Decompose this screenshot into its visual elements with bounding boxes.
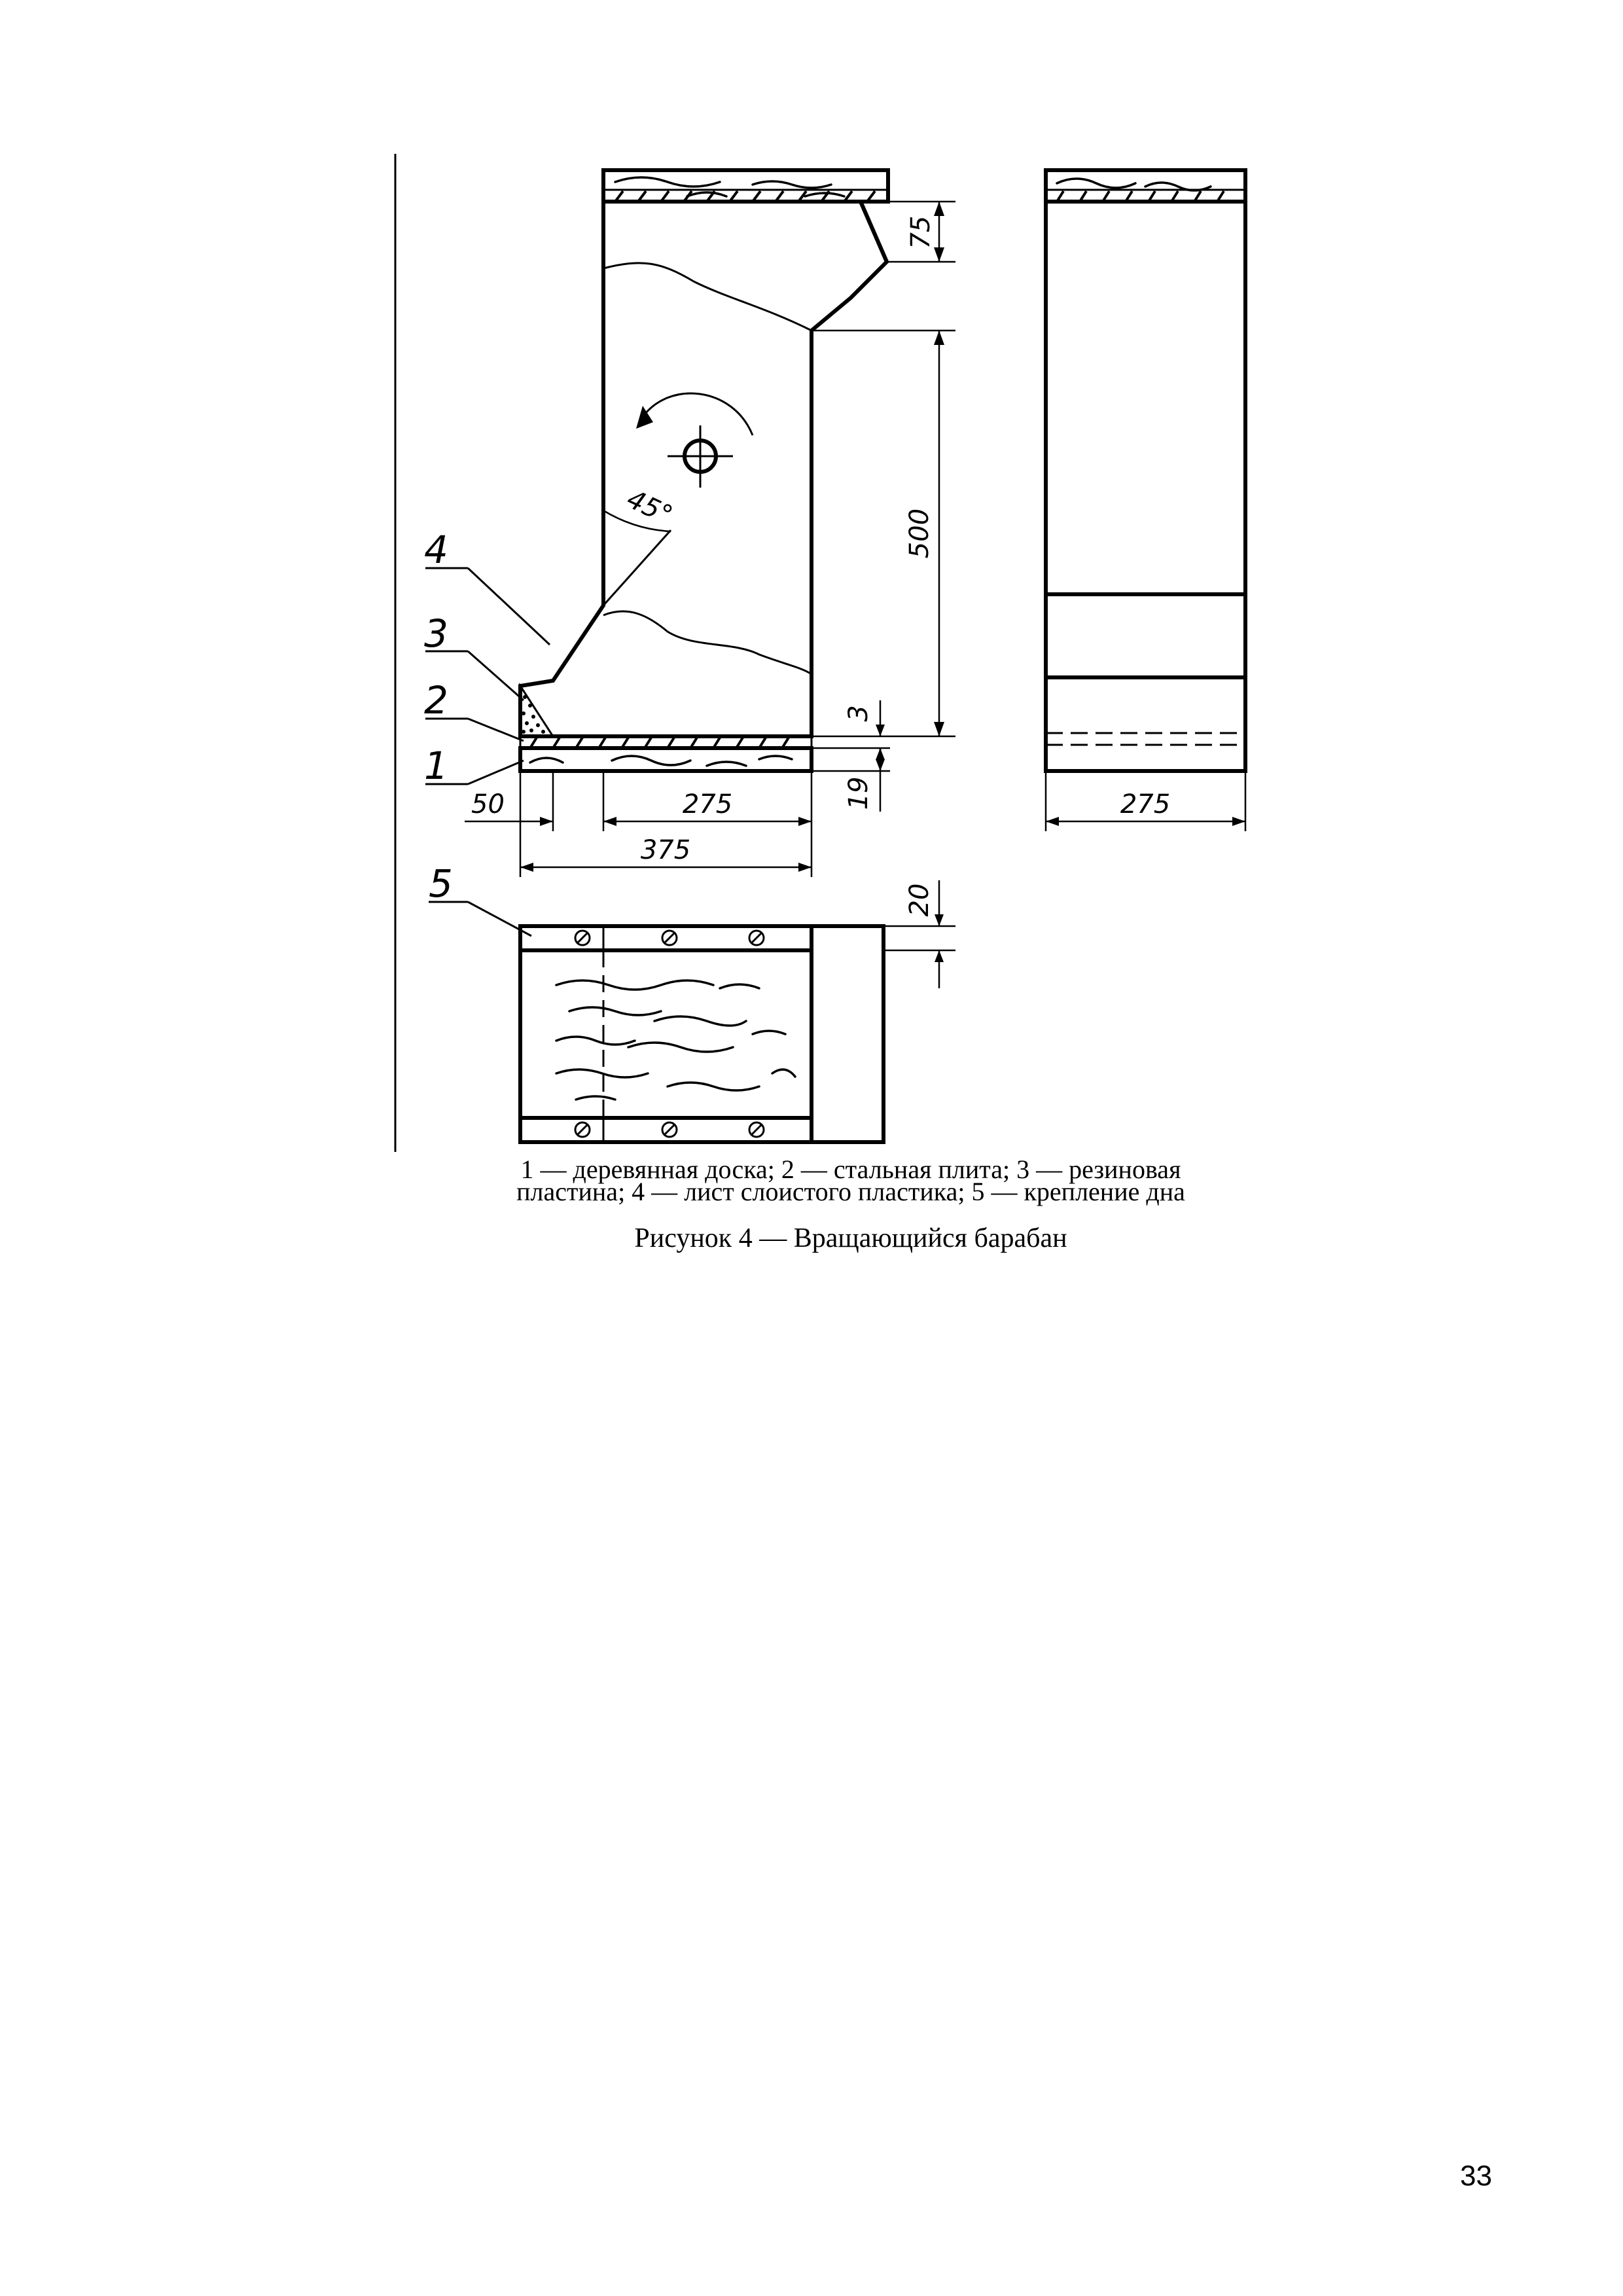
rubber-plate [520,686,553,736]
angle-label: 45° [622,484,677,531]
dim-500 [812,331,955,736]
rotation-arrow [641,393,753,435]
plan-outline [520,926,883,1142]
figure-title: Рисунок 4 — Вращающийся барабан [634,1223,1067,1253]
break-line-upper [603,263,812,331]
dim-20 [883,880,955,988]
svg-text:3: 3 [844,705,874,722]
svg-text:5: 5 [429,861,453,906]
svg-text:19: 19 [844,776,874,810]
dim-375 [520,835,812,872]
break-line-lower [603,611,812,674]
svg-text:3: 3 [424,611,448,656]
figure-legend [353,1155,1348,1206]
rotation-axis [668,425,733,488]
svg-text:500: 500 [904,508,935,559]
leader-5 [429,861,531,936]
leader-1 [424,744,524,788]
legend-line-2: пластина; 4 — лист слоистого пластика; 5 — крепление дна [516,1177,1185,1206]
page-number: 33 [1460,2160,1492,2192]
svg-text:275: 275 [1120,789,1171,819]
svg-text:2: 2 [424,678,448,723]
svg-text:20: 20 [904,883,935,917]
dim-275-base [603,771,812,877]
side-view [1046,170,1245,771]
dim-3 [812,700,890,762]
plan-view [520,926,883,1142]
svg-text:50: 50 [471,789,505,819]
svg-text:75: 75 [906,215,936,249]
drum-body [520,202,887,736]
wooden-board [520,748,812,771]
dim-275-side [1046,771,1245,831]
svg-text:275: 275 [682,789,733,819]
top-wooden-board [603,170,888,202]
rubber-stipple [522,695,545,734]
svg-text:375: 375 [640,835,691,865]
legend-line-1: 1 — деревянная доска; 2 — стальная плита; 3 — резиновая [520,1155,1181,1184]
laminate-sheet-edge [603,530,671,605]
front-view [520,170,888,771]
dim-50 [465,771,553,877]
svg-text:4: 4 [424,528,448,572]
side-body [1046,202,1245,771]
svg-text:1: 1 [424,744,448,788]
